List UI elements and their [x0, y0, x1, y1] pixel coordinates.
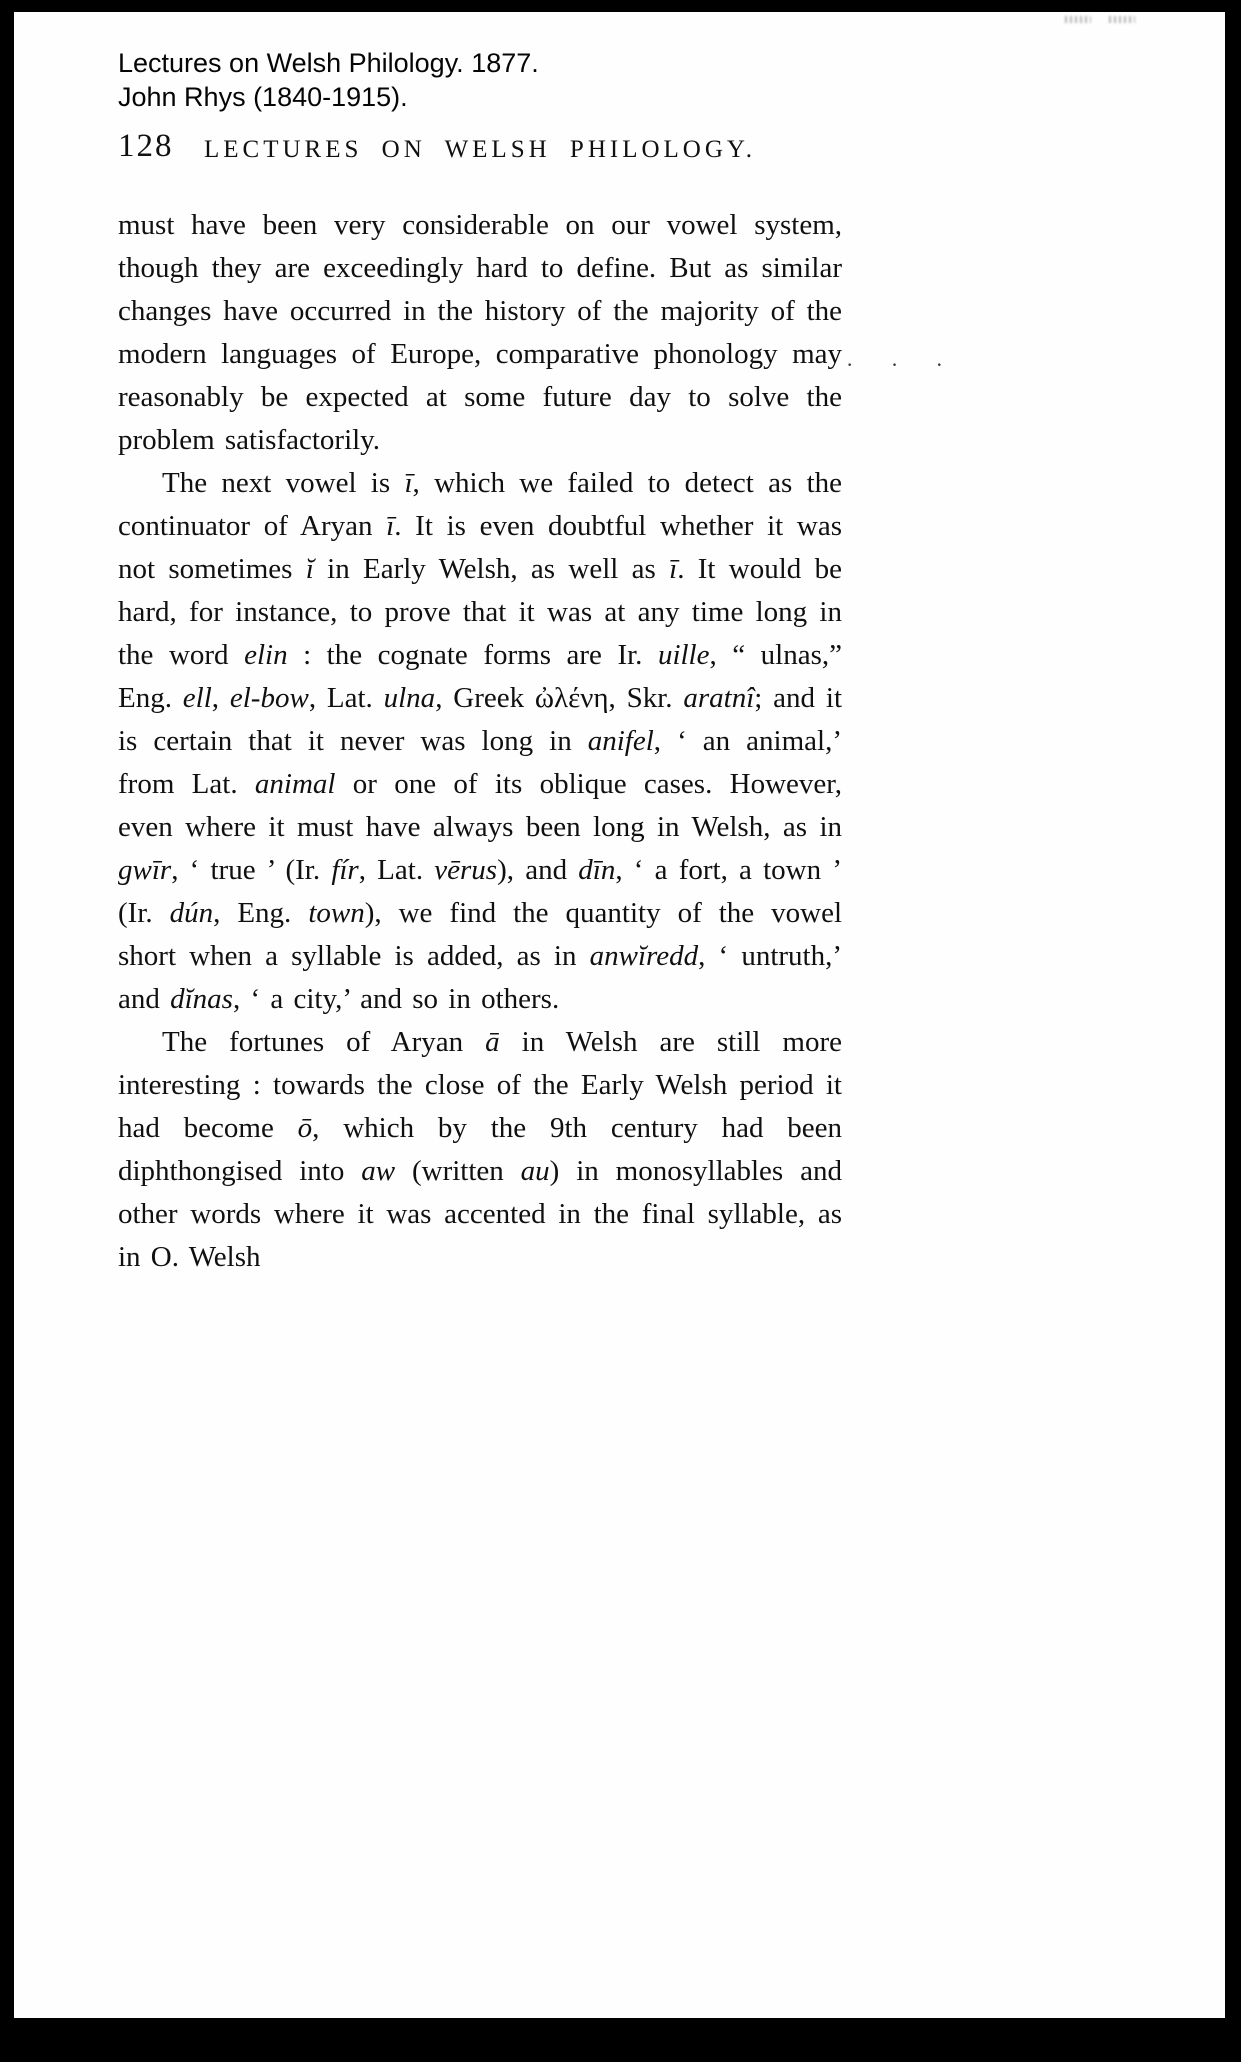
body-paragraph: The fortunes of Aryan ā in Welsh are still more interesting : towards the close of the Early Welsh period it had become ō, which by the 9th century had been diphthongised into aw (written au) in monosyllables and other words where it was accented in the final syllable, as in O. Welsh — [118, 1026, 843, 1273]
body-text — [118, 204, 842, 1279]
body-paragraph: The next vowel is ī, which we failed to detect as the continuator of Aryan ī. It is even doubtful whether it was not sometimes ĭ in Early Welsh, as well as ī. It would be hard, for instance, to prove that it was at any time long in the word elin : the cognate forms are Ir. uille, “ ulnas,” Eng. ell, el-bow, Lat. ulna, Greek ὠλένη, Skr. aratnî; and it is certain that it never was long in anifel, ‘ an animal,’ from Lat. animal or one of its oblique cases. However, even where it must have always been long in Welsh, as in gwīr, ‘ true ’ (Ir. fír, Lat. vērus), and dīn, ‘ a fort, a town ’ (Ir. dún, Eng. town), we find the quantity of the vowel short when a syllable is added, as in anwĭredd, ‘ untruth,’ and dĭnas, ‘ a city,’ and so in others. — [118, 467, 843, 1015]
page-header — [118, 128, 842, 172]
scan-artifact-dots: · · · — [846, 352, 959, 377]
running-title: LECTURES ON WELSH PHILOLOGY. — [204, 136, 756, 163]
catalog-annotation — [118, 46, 539, 114]
page-number: 128 — [118, 128, 174, 164]
scan-artifact-smudge — [1065, 10, 1155, 32]
annotation-author: John Rhys (1840-1915). — [118, 82, 408, 112]
page-surface — [14, 12, 1225, 2018]
annotation-title: Lectures on Welsh Philology. 1877. — [118, 48, 539, 78]
body-paragraph: must have been very considerable on our vowel system, though they are exceedingly hard to define. But as similar changes have occurred in the history of the majority of the modern languages of Europe, comparative phonology may reasonably be expected at some future day to solve the problem satisfactorily. — [118, 209, 842, 456]
